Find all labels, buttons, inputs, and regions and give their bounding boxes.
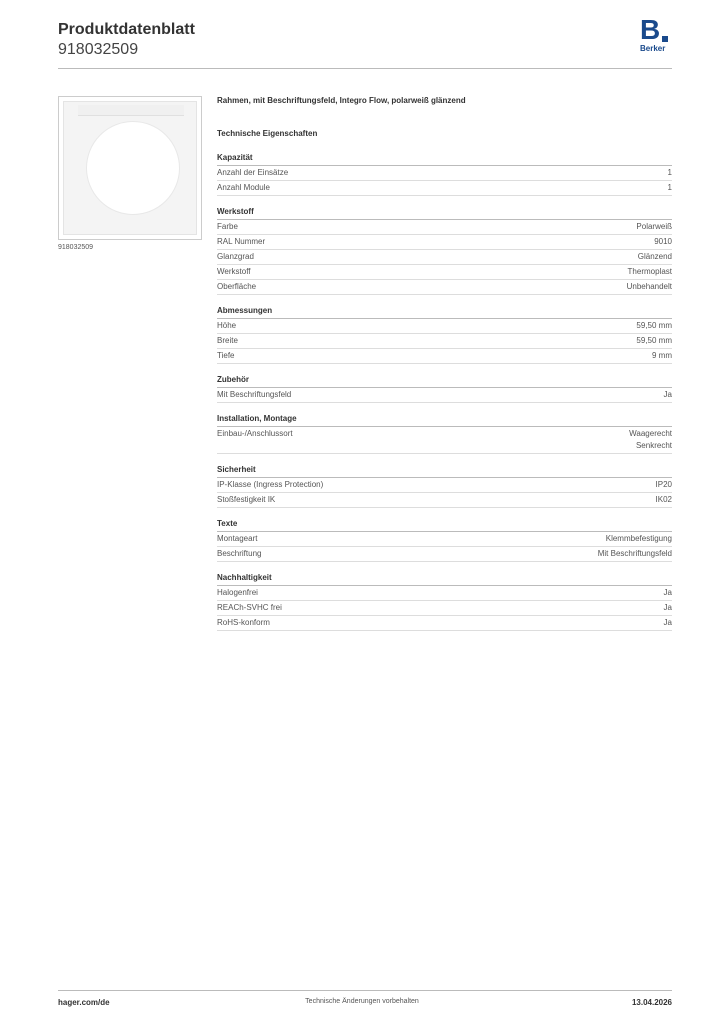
spec-value-line: Waagerecht [629, 429, 672, 438]
spec-label: Anzahl der Einsätze [217, 168, 289, 177]
spec-label: Beschriftung [217, 549, 262, 558]
spec-value: Glänzend [637, 252, 672, 261]
spec-label: Stoßfestigkeit IK [217, 495, 276, 504]
group-title: Zubehör [217, 374, 672, 388]
group-title: Werkstoff [217, 206, 672, 220]
spec-label: Montageart [217, 534, 258, 543]
spec-row [217, 478, 672, 493]
spec-group [217, 206, 672, 295]
spec-value: Ja [663, 588, 672, 597]
spec-row [217, 349, 672, 364]
group-title: Texte [217, 518, 672, 532]
spec-value: 1 [667, 183, 672, 192]
label-field [78, 105, 184, 116]
spec-value: 59,50 mm [636, 336, 672, 345]
footer-website: hager.com/de [58, 998, 110, 1007]
spec-label: Breite [217, 336, 238, 345]
spec-label: Einbau-/Anschlussort [217, 429, 293, 438]
spec-row [217, 547, 672, 562]
product-image [58, 96, 202, 240]
group-title: Nachhaltigkeit [217, 572, 672, 586]
spec-label: Mit Beschriftungsfeld [217, 390, 292, 399]
spec-row [217, 319, 672, 334]
spec-group [217, 152, 672, 196]
spec-label: Oberfläche [217, 282, 257, 291]
spec-content [217, 94, 672, 641]
spec-value: Klemmbefestigung [605, 534, 672, 543]
header-divider [58, 68, 672, 69]
spec-label: Halogenfrei [217, 588, 258, 597]
group-title: Kapazität [217, 152, 672, 166]
page-title: Produktdatenblatt [58, 21, 195, 38]
logo-dot-icon [662, 36, 668, 42]
spec-label: IP-Klasse (Ingress Protection) [217, 480, 324, 489]
spec-group [217, 572, 672, 631]
spec-row [217, 616, 672, 631]
spec-value: Thermoplast [627, 267, 672, 276]
spec-value: 59,50 mm [636, 321, 672, 330]
spec-row [217, 388, 672, 403]
product-description: Rahmen, mit Beschriftungsfeld, Integro Flow, polarweiß glänzend [217, 96, 466, 105]
spec-row [217, 250, 672, 265]
spec-value: 1 [667, 168, 672, 177]
section-heading: Technische Eigenschaften [217, 129, 318, 138]
spec-group [217, 413, 672, 454]
spec-row [217, 181, 672, 196]
berker-logo [638, 16, 678, 56]
spec-value [629, 428, 672, 452]
group-title: Sicherheit [217, 464, 672, 478]
spec-groups [217, 152, 672, 631]
spec-group [217, 464, 672, 508]
logo-text: Berker [640, 44, 666, 53]
spec-row [217, 334, 672, 349]
spec-value: Polarweiß [636, 222, 672, 231]
spec-value: IK02 [655, 495, 672, 504]
spec-label: RAL Nummer [217, 237, 266, 246]
spec-value: Ja [663, 603, 672, 612]
spec-row [217, 532, 672, 547]
spec-row [217, 220, 672, 235]
spec-value: IP20 [655, 480, 672, 489]
spec-group [217, 518, 672, 562]
spec-value: 9010 [654, 237, 672, 246]
spec-value-line: Senkrecht [635, 441, 672, 450]
group-title: Installation, Montage [217, 413, 672, 427]
image-caption: 918032509 [58, 244, 94, 251]
footer-note: Technische Änderungen vorbehalten [305, 998, 419, 1005]
spec-group [217, 305, 672, 364]
spec-value: Ja [663, 390, 672, 399]
spec-label: Farbe [217, 222, 238, 231]
spec-value: Ja [663, 618, 672, 627]
article-number: 918032509 [58, 41, 139, 58]
spec-row [217, 493, 672, 508]
spec-label: REACh-SVHC frei [217, 603, 282, 612]
spec-row [217, 601, 672, 616]
spec-label: Werkstoff [217, 267, 251, 276]
spec-value: Mit Beschriftungsfeld [597, 549, 672, 558]
spec-row [217, 265, 672, 280]
spec-row [217, 235, 672, 250]
spec-value: 9 mm [652, 351, 672, 360]
spec-label: Höhe [217, 321, 237, 330]
spec-label: Glanzgrad [217, 252, 254, 261]
footer-divider [58, 990, 672, 991]
logo-b-icon: B [640, 14, 661, 45]
spec-group [217, 374, 672, 403]
spec-label: RoHS-konform [217, 618, 270, 627]
spec-row [217, 427, 672, 454]
spec-row [217, 586, 672, 601]
spec-label: Tiefe [217, 351, 235, 360]
group-title: Abmessungen [217, 305, 672, 319]
spec-row [217, 280, 672, 295]
frame-plate [63, 101, 197, 235]
document-header [58, 20, 195, 60]
spec-label: Anzahl Module [217, 183, 270, 192]
footer-date: 13.04.2026 [631, 998, 672, 1007]
spec-row [217, 166, 672, 181]
spec-value: Unbehandelt [626, 282, 672, 291]
frame-opening [86, 121, 180, 215]
